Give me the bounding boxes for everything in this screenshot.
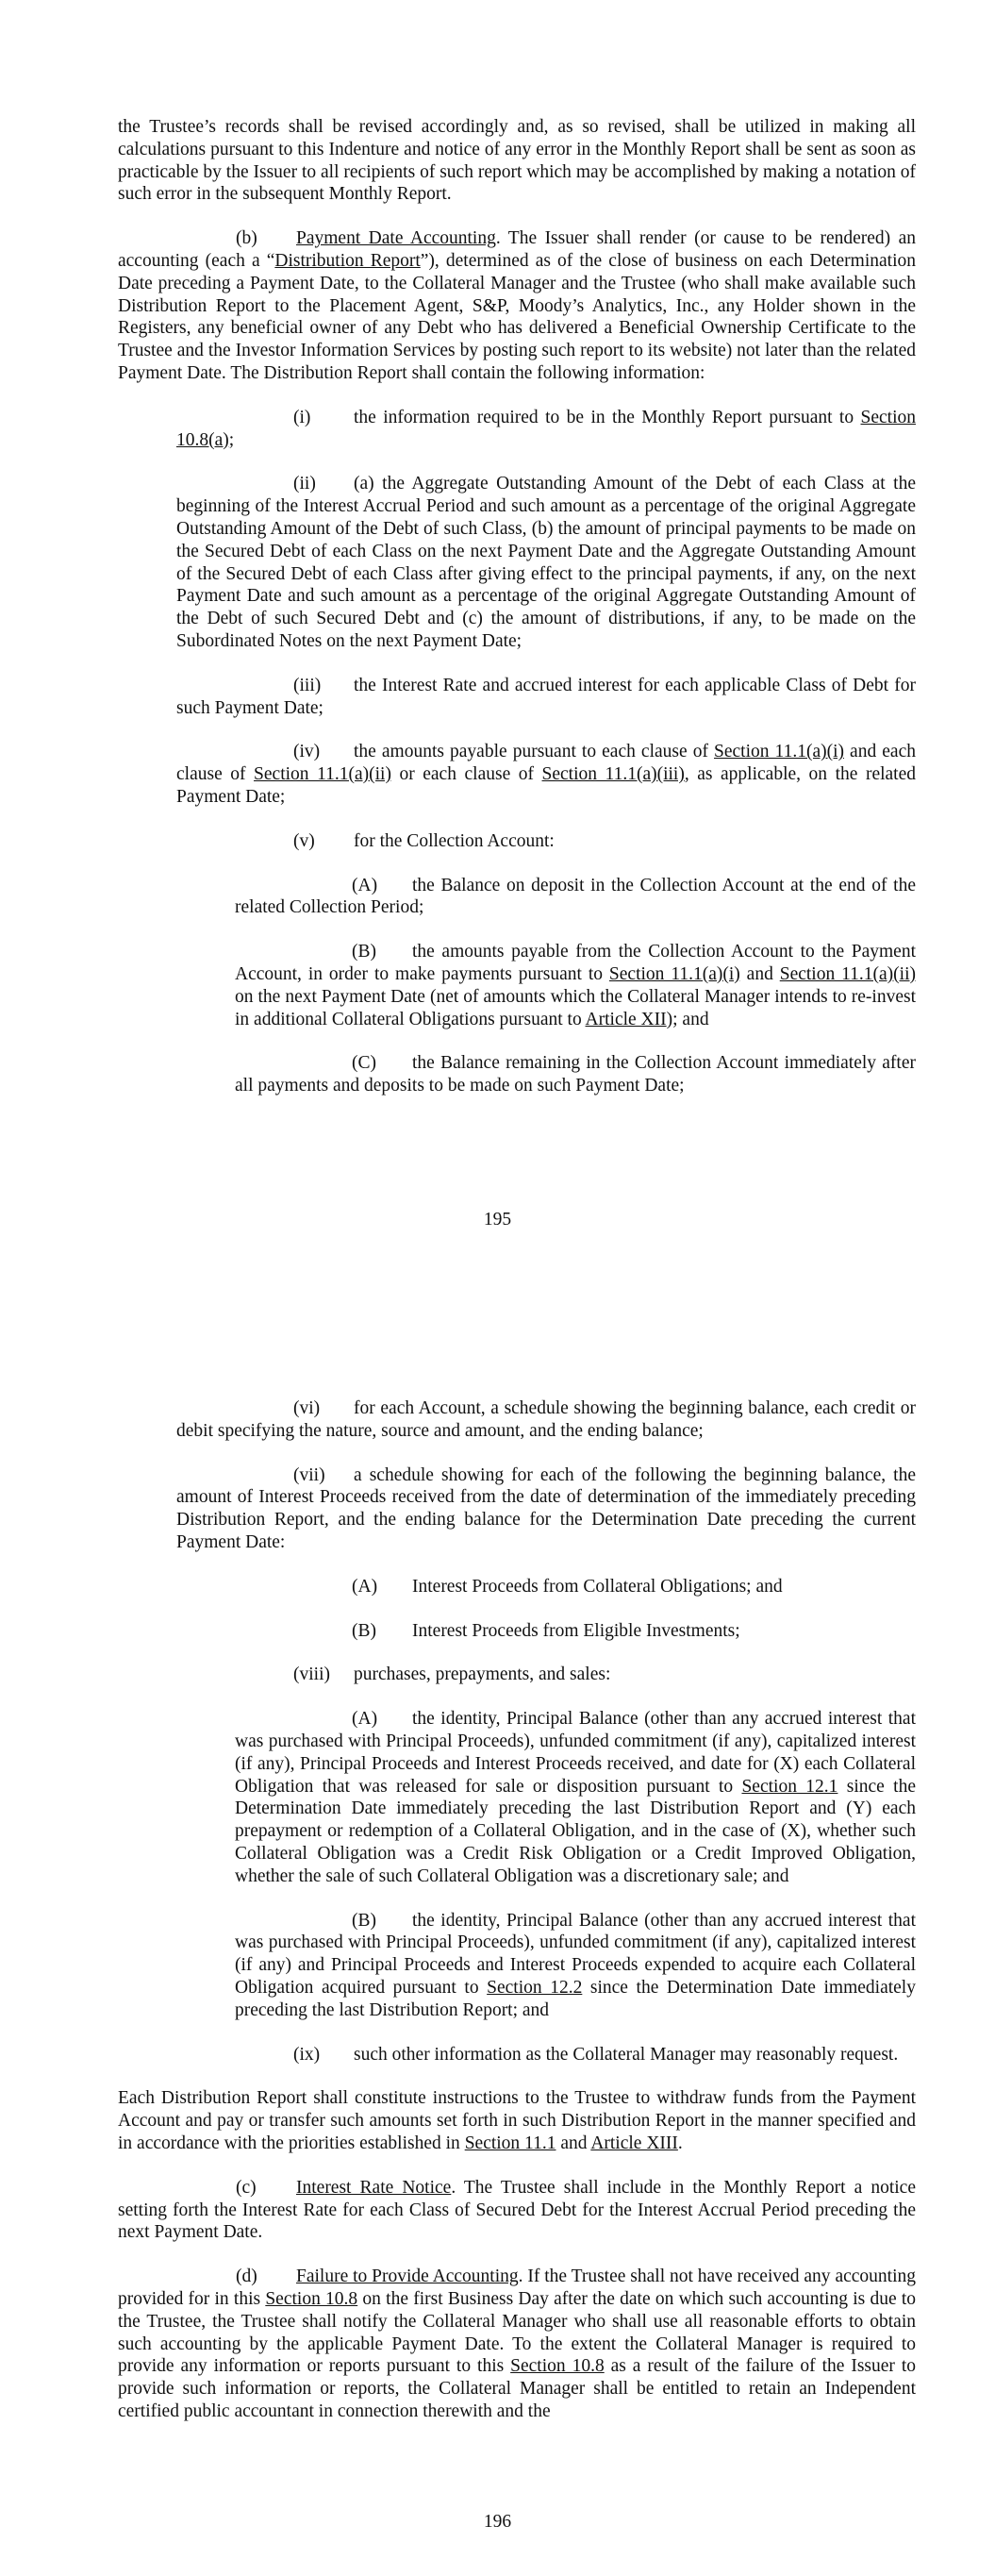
subitem-vii-b: (B) Interest Proceeds from Eligible Investments; [352,1620,740,1641]
item-ix: (ix) such other information as the Collateral Manager may reasonably request. [293,2044,899,2065]
item-i: (i) the information required to be in the Monthly Report pursuant to Section 10.8(a); [176,407,916,450]
page-number: 196 [483,2512,512,2532]
item-label: (iv) [293,742,321,762]
section-ref: Section 10.8 [265,2288,358,2309]
item-label: (vi) [293,1398,321,1418]
subitem-v-c: (C) the Balance remaining in the Collection Account immediately after all payments and deposits to be made on such Payment Date; [235,1053,916,1096]
item-label: (v) [293,830,315,851]
section-ref: Section 10.8 [510,2356,605,2377]
page-number: 195 [483,1210,512,1229]
page-body [118,1397,916,2445]
section-ref: Section 11.1(a)(i) [714,742,844,762]
article-ref: Article XIII [590,2133,678,2153]
heading-failure-to-provide-accounting: Failure to Provide Accounting [296,2267,519,2287]
section-ref: Section 11.1(a)(iii) [541,764,685,785]
article-ref: Article XII [585,1009,667,1029]
item-label: (A) [352,875,378,895]
paragraph-b: (b) Payment Date Accounting. The Issuer shall render (or cause to be rendered) an accounting (each a “Distribution Report”), determined as of the close of business on each Determination Date preceding a Payment Date, to the Collateral Manager and the Trustee (who shall make available such Distribution Report to the Placement Agent, S&P, Moody’s Analytics, Inc., any Holder shown in the Registers, any beneficial owner of any Debt who has delivered a Beneficial Ownership Certificate to the Trustee and the Investor Information Services by posting such report to its website) not later than the related Payment Date. The Distribution Report shall contain the following information: [118,228,917,383]
item-label: (C) [352,1053,376,1074]
section-ref: Section 11.1(a)(ii) [254,764,391,785]
item-viii: (viii) purchases, prepayments, and sales: [293,1664,611,1685]
section-ref: Section 11.1(a)(ii) [779,963,916,984]
item-vi: (vi) for each Account, a schedule showing the beginning balance, each credit or debit specifying the nature, source and amount, and the ending balance; [176,1398,916,1441]
item-label: (B) [352,1620,376,1641]
defined-term-distribution-report: Distribution Report [274,250,421,271]
subitem-viii-a: (A) the identity, Principal Balance (other than any accrued interest that was purchased with Principal Proceeds), unfunded commitment (if any), capitalized interest (if any), Principal Proceeds and Interest Proceeds received, and date for (X) each Collateral Obligation that was released for sale or disposition pursuant to Section 12.1 since the Determination Date immediately preceding the last Distribution Report and (Y) each prepayment or redemption of a Collateral Obligation, and in the case of (X), whether such Collateral Obligation was a Credit Risk Obligation or a Credit Improved Obligation, whether the sale of such Collateral Obligation was a discretionary sale; and [235,1709,916,1886]
paragraph-c: (c) Interest Rate Notice. The Trustee shall include in the Monthly Report a notice setting forth the Interest Rate for each Class of Secured Debt for the Interest Accrual Period preceding the next Payment Date. [118,2177,916,2243]
item-label: (ix) [293,2044,321,2065]
item-iv: (iv) the amounts payable pursuant to each clause of Section 11.1(a)(i) and each clause of Section 11.1(a)(ii) or each clause of Section 11.1(a)(iii), as applicable, on the related Payment Date; [176,742,916,807]
item-label: (A) [352,1709,378,1730]
document-page-196 [0,1288,995,2576]
item-label: (vii) [293,1464,325,1485]
clause-label: (c) [236,2177,257,2198]
clause-label: (d) [236,2267,257,2287]
continuation-paragraph: the Trustee’s records shall be revised accordingly and, as so revised, shall be utilized in making all calculations pursuant to this Indenture and notice of any error in the Monthly Report shall be sent as soon as practicable by the Issuer to all recipients of such report which may be accomplished by making a notation of such error in the subsequent Monthly Report. [118,117,916,205]
item-v: (v) for the Collection Account: [293,830,555,851]
item-label: (i) [293,407,311,427]
item-label: (iii) [293,675,322,695]
section-ref: Section 11.1(a)(i) [608,963,740,984]
subitem-v-a: (A) the Balance on deposit in the Collection Account at the end of the related Collection Period; [235,875,916,918]
heading-payment-date-accounting: Payment Date Accounting [296,228,496,249]
item-vii: (vii) a schedule showing for each of the following the beginning balance, the amount of Interest Proceeds received from the date of determination of the immediately preceding Distribution Report, and the ending balance for the Determination Date preceding the current Payment Date: [176,1464,916,1552]
item-iii: (iii) the Interest Rate and accrued interest for each applicable Class of Debt for such Payment Date; [176,675,916,718]
paragraph-d: (d) Failure to Provide Accounting. If the Trustee shall not have received any accounting provided for in this Section 10.8 on the first Business Day after the date on which such accounting is due to the Trustee, the Trustee shall notify the Collateral Manager who shall use all reasonable efforts to obtain such accounting by the applicable Payment Date. To the extent the Collateral Manager is required to provide any information or reports pursuant to this Section 10.8 as a result of the failure of the Issuer to provide such information or reports, the Collateral Manager shall be entitled to retain an Independent certified public accountant in connection therewith and the [118,2267,916,2421]
page-body [118,116,916,1119]
item-label: (B) [352,1910,376,1931]
subitem-viii-b: (B) the identity, Principal Balance (other than any accrued interest that was purchased with Principal Proceeds), unfunded commitment (if any), capitalized interest (if any) and Principal Proceeds and Interest Proceeds expended to acquire each Collateral Obligation acquired pursuant to Section 12.2 since the Determination Date immediately preceding the last Distribution Report; and [235,1910,916,2020]
clause-label: (b) [236,228,257,249]
item-ii: (ii) (a) the Aggregate Outstanding Amount of the Debt of each Class at the beginning of the Interest Accrual Period and such amount as a percentage of the original Aggregate Outstanding Amount of the Debt of such Class, (b) the amount of principal payments to be made on the Secured Debt of each Class on the next Payment Date and the Aggregate Outstanding Amount of the Secured Debt of each Class after giving effect to the principal payments, if any, on the next Payment Date and such amount as a percentage of the original Aggregate Outstanding Amount of the Debt of such Secured Debt and (c) the amount of distributions, if any, to be made on the Subordinated Notes on the next Payment Date; [176,474,916,651]
heading-interest-rate-notice: Interest Rate Notice [296,2177,452,2198]
subitem-v-b: (B) the amounts payable from the Collection Account to the Payment Account, in order to make payments pursuant to Section 11.1(a)(i) and Section 11.1(a)(ii) on the next Payment Date (net of amounts which the Collateral Manager intends to re-invest in additional Collateral Obligations pursuant to Article XII); and [235,942,916,1029]
section-ref: Section 12.2 [487,1977,583,1998]
item-label: (viii) [293,1664,330,1685]
item-label: (ii) [293,474,316,494]
item-label: (A) [352,1576,378,1597]
subitem-vii-a: (A) Interest Proceeds from Collateral Obligations; and [352,1576,783,1597]
item-label: (B) [352,942,376,962]
instructions-paragraph: Each Distribution Report shall constitute instructions to the Trustee to withdraw funds from the Payment Account and pay or transfer such amounts set forth in such Distribution Report in the manner specified and in accordance with the priorities established in Section 11.1 and Article XIII. [118,2088,916,2153]
section-ref: Section 12.1 [741,1776,838,1797]
section-ref: Section 11.1 [464,2133,556,2153]
section-ref: Section 10.8(a) [176,407,916,450]
